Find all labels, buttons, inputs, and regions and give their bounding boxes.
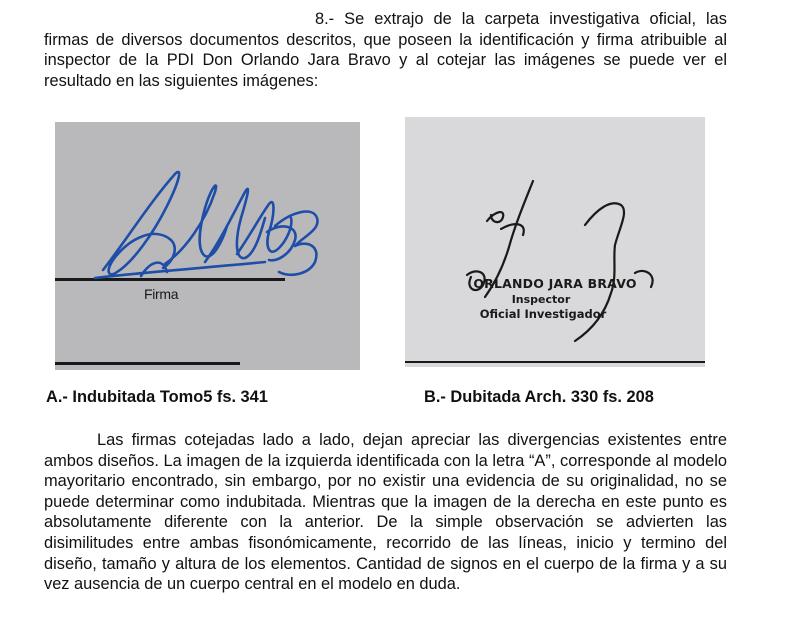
image-bottom-rule — [405, 361, 705, 363]
stamp-name: ORLANDO JARA BRAVO — [473, 276, 637, 291]
caption-b: B.- Dubitada Arch. 330 fs. 208 — [424, 388, 654, 406]
caption-a: A.- Indubitada Tomo5 fs. 341 — [46, 388, 268, 406]
blue-signature-drawing — [55, 122, 360, 370]
black-signature-drawing — [405, 117, 705, 367]
signature-image-b — [405, 117, 705, 367]
firma-label: Firma — [144, 286, 179, 302]
stamp-rank: Inspector — [511, 293, 571, 306]
intro-paragraph: 8.- Se extrajo de la carpeta investigativa oficial, las firmas de diversos documentos descritos, que poseen la identificación y firma atribuible al inspector de la PDI Don Orlando Jara Bravo y al cotejar las imágenes se puede ver el resultado en las siguientes imágenes: — [44, 10, 727, 90]
signature-image-a — [55, 122, 360, 370]
analysis-paragraph: Las firmas cotejadas lado a lado, dejan apreciar las divergencias existentes entre ambos diseños. La imagen de la izquierda identificada con la letra “A”, corresponde al modelo mayoritario encontrado, sin embargo, por no existir una evidencia de su originalidad, no se puede determinar como indubitada. Mientras que la imagen de la derecha en este punto es absolutamente diferente con la anterior. De la simple observación se advierten las disimilitudes entre ambas fisonómicamente, recorrido de las líneas, inicio y termino del diseño, tamaño y altura de los elementos. Cantidad de signos en el cuerpo de la firma y a su vez ausencia de un cuerpo central en el modelo en duda. — [44, 431, 727, 594]
stamp-role: Oficial Investigador — [479, 307, 607, 321]
